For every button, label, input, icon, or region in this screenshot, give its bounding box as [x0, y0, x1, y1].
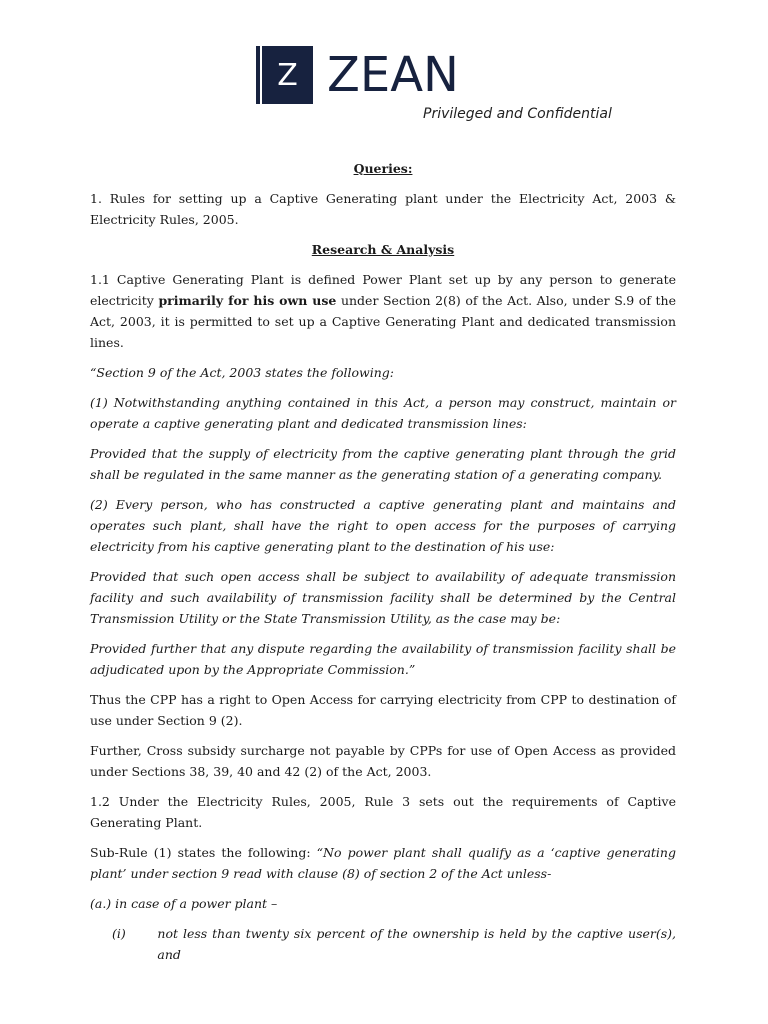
paragraph-1-1-bold: primarily for his own use — [158, 293, 337, 308]
quote-proviso-2: Provided that such open access shall be subject to availability of adequate transmission facility and such availability of transmission facility shall be determined by the Central Transmission Utility or the State Transmission Utility, as the case may be: — [90, 569, 676, 626]
list-item-text: not less than twenty six percent of the ownership is held by the captive user(s), and — [157, 926, 676, 962]
paragraph-1-1-end: under Section 2(8) of the Act. Also, under S.9 of the Act, 2003, it is permitted to set up a Captive Generating Plant and dedicated transmission lines. — [90, 293, 676, 350]
paragraph-1-1 — [90, 269, 676, 353]
research-heading: Research & Analysis — [311, 242, 455, 257]
quote-subsection-2: (2) Every person, who has constructed a captive generating plant and maintains and operates such plant, shall have the right to open access for the purposes of carrying electricity from his captive generating plant to the destination of his use: — [90, 497, 676, 554]
subrule-quote: “No power plant shall qualify as a ‘captive generating plant’ under section 9 read with clause (8) of section 2 of the Act unless- — [90, 845, 676, 881]
quote-proviso-1: Provided that the supply of electricity from the captive generating plant through the grid shall be regulated in the same manner as the generating station of a generating company. — [90, 446, 676, 482]
quote-intro: “Section 9 of the Act, 2003 states the following: — [90, 365, 394, 380]
subrule-lead: Sub-Rule (1) states the following: — [90, 845, 317, 860]
logo-letter: Z — [277, 57, 298, 93]
confidentiality-tagline: Privileged and Confidential — [423, 106, 612, 122]
list-item-i — [90, 923, 676, 965]
queries-heading: Queries: — [353, 161, 413, 176]
query-1: 1. Rules for setting up a Captive Generating plant under the Electricity Act, 2003 & Electricity Rules, 2005. — [90, 191, 676, 227]
subrule-paragraph — [90, 842, 676, 884]
paragraph-1-1-start: 1.1 Captive Generating Plant is defined Power Plant set up by any person to generate electricity — [90, 272, 676, 308]
paragraph-further: Further, Cross subsidy surcharge not payable by CPPs for use of Open Access as provided under Sections 38, 39, 40 and 42 (2) of the Act, 2003. — [90, 743, 676, 779]
document-body — [90, 158, 676, 965]
paragraph-1-2: 1.2 Under the Electricity Rules, 2005, Rule 3 sets out the requirements of Captive Generating Plant. — [90, 794, 676, 830]
case-a: (a.) in case of a power plant – — [90, 896, 278, 911]
quote-subsection-1: (1) Notwithstanding anything contained in this Act, a person may construct, maintain or operate a captive generating plant and dedicated transmission lines: — [90, 395, 676, 431]
quote-proviso-3: Provided further that any dispute regarding the availability of transmission facility shall be adjudicated upon by the Appropriate Commission.” — [90, 641, 676, 677]
logo-mark — [256, 46, 313, 104]
paragraph-thus: Thus the CPP has a right to Open Access for carrying electricity from CPP to destination of use under Section 9 (2). — [90, 692, 676, 728]
list-item-number: (i) — [112, 926, 126, 941]
company-logo — [256, 46, 459, 104]
logo-wordmark: ZEAN — [327, 47, 459, 103]
